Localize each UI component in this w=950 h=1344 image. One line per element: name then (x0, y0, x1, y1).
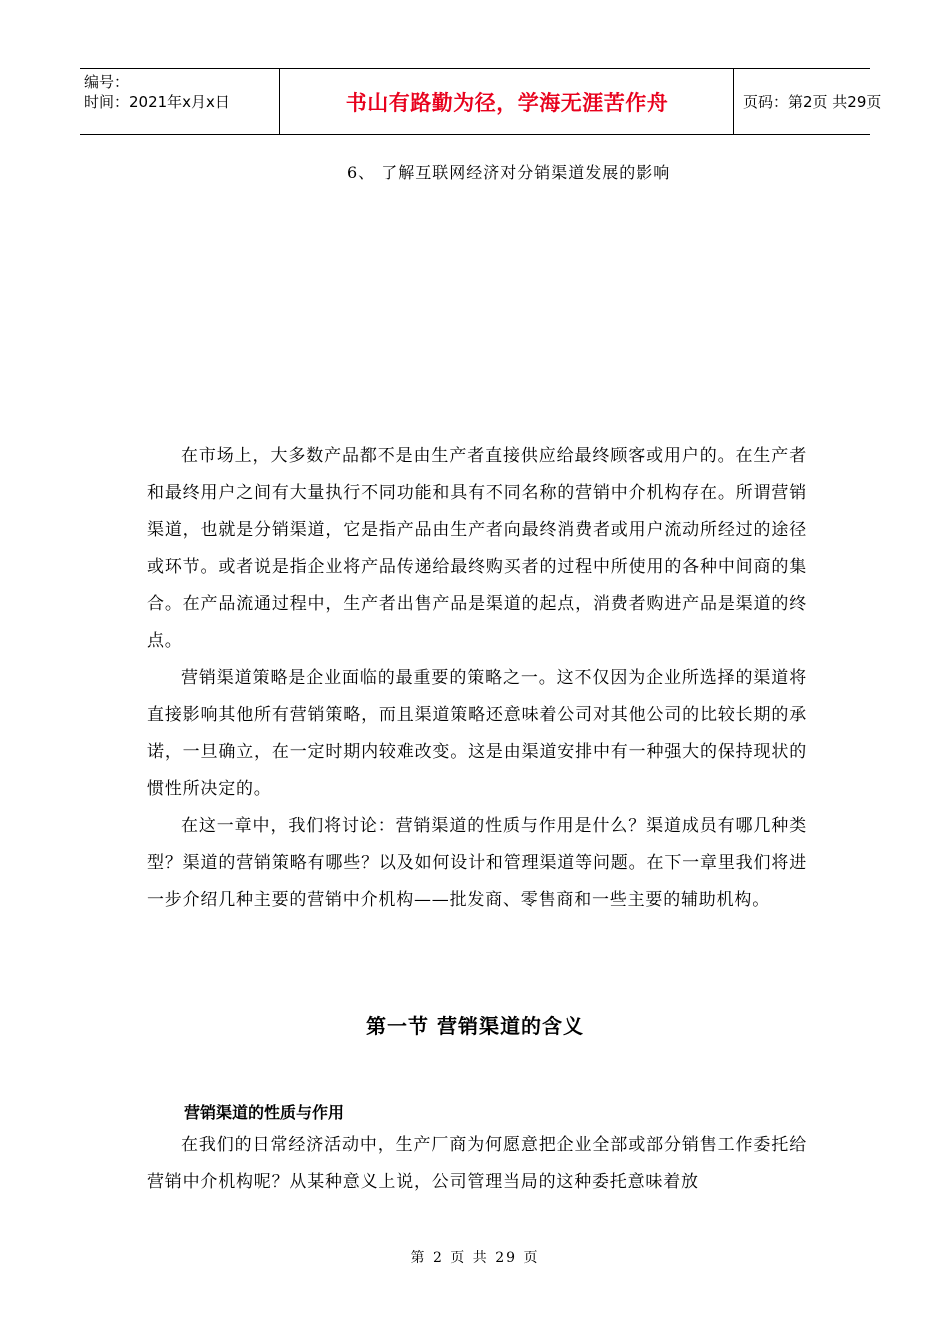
section-title: 第一节 营销渠道的含义 (366, 1014, 584, 1038)
intro-text (147, 438, 807, 919)
header-page-info: 页码：第2页 共29页 (743, 93, 882, 111)
header-table (80, 68, 882, 135)
number-label: 编号： (84, 73, 130, 91)
date-label: 时间：2021年x月x日 (84, 93, 230, 111)
paragraph-2: 营销渠道策略是企业面临的最重要的策略之一。这不仅因为企业所选择的渠道将直接影响其他所有营销策略，而且渠道策略还意味着公司对其他公司的比较长期的承诺，一旦确立，在一定时期内较难改变。这是由渠道安排中有一种强大的保持现状的惯性所决定的。 (147, 668, 807, 799)
header-meta (80, 69, 280, 134)
header-motto: 书山有路勤为径，学海无涯苦作舟 (281, 69, 734, 134)
sub-title: 营销渠道的性质与作用 (184, 1103, 345, 1122)
paragraph-3: 在这一章中，我们将讨论：营销渠道的性质与作用是什么？渠道成员有哪几种类型？渠道的营销策略有哪些？以及如何设计和管理渠道等问题。在下一章里我们将进一步介绍几种主要的营销中介机构——批发商、零售商和一些主要的辅助机构。 (147, 816, 807, 910)
paragraph-1: 在市场上，大多数产品都不是由生产者直接供应给最终顾客或用户的。在生产者和最终用户之间有大量执行不同功能和具有不同名称的营销中介机构存在。所谓营销渠道，也就是分销渠道，它是指产品由生产者向最终消费者或用户流动所经过的途径或环节。或者说是指企业将产品传递给最终购买者的过程中所使用的各种中间商的集合。在产品流通过程中，生产者出售产品是渠道的起点，消费者购进产品是渠道的终点。 (147, 446, 807, 651)
paragraph-4: 在我们的日常经济活动中，生产厂商为何愿意把企业全部或部分销售工作委托给营销中介机构呢？从某种意义上说，公司管理当局的这种委托意味着放 (147, 1135, 807, 1192)
section-text (147, 1127, 807, 1201)
objective-item-6: 6、 了解互联网经济对分销渠道发展的影响 (347, 163, 671, 182)
page-footer: 第 2 页 共 29 页 (410, 1250, 540, 1266)
